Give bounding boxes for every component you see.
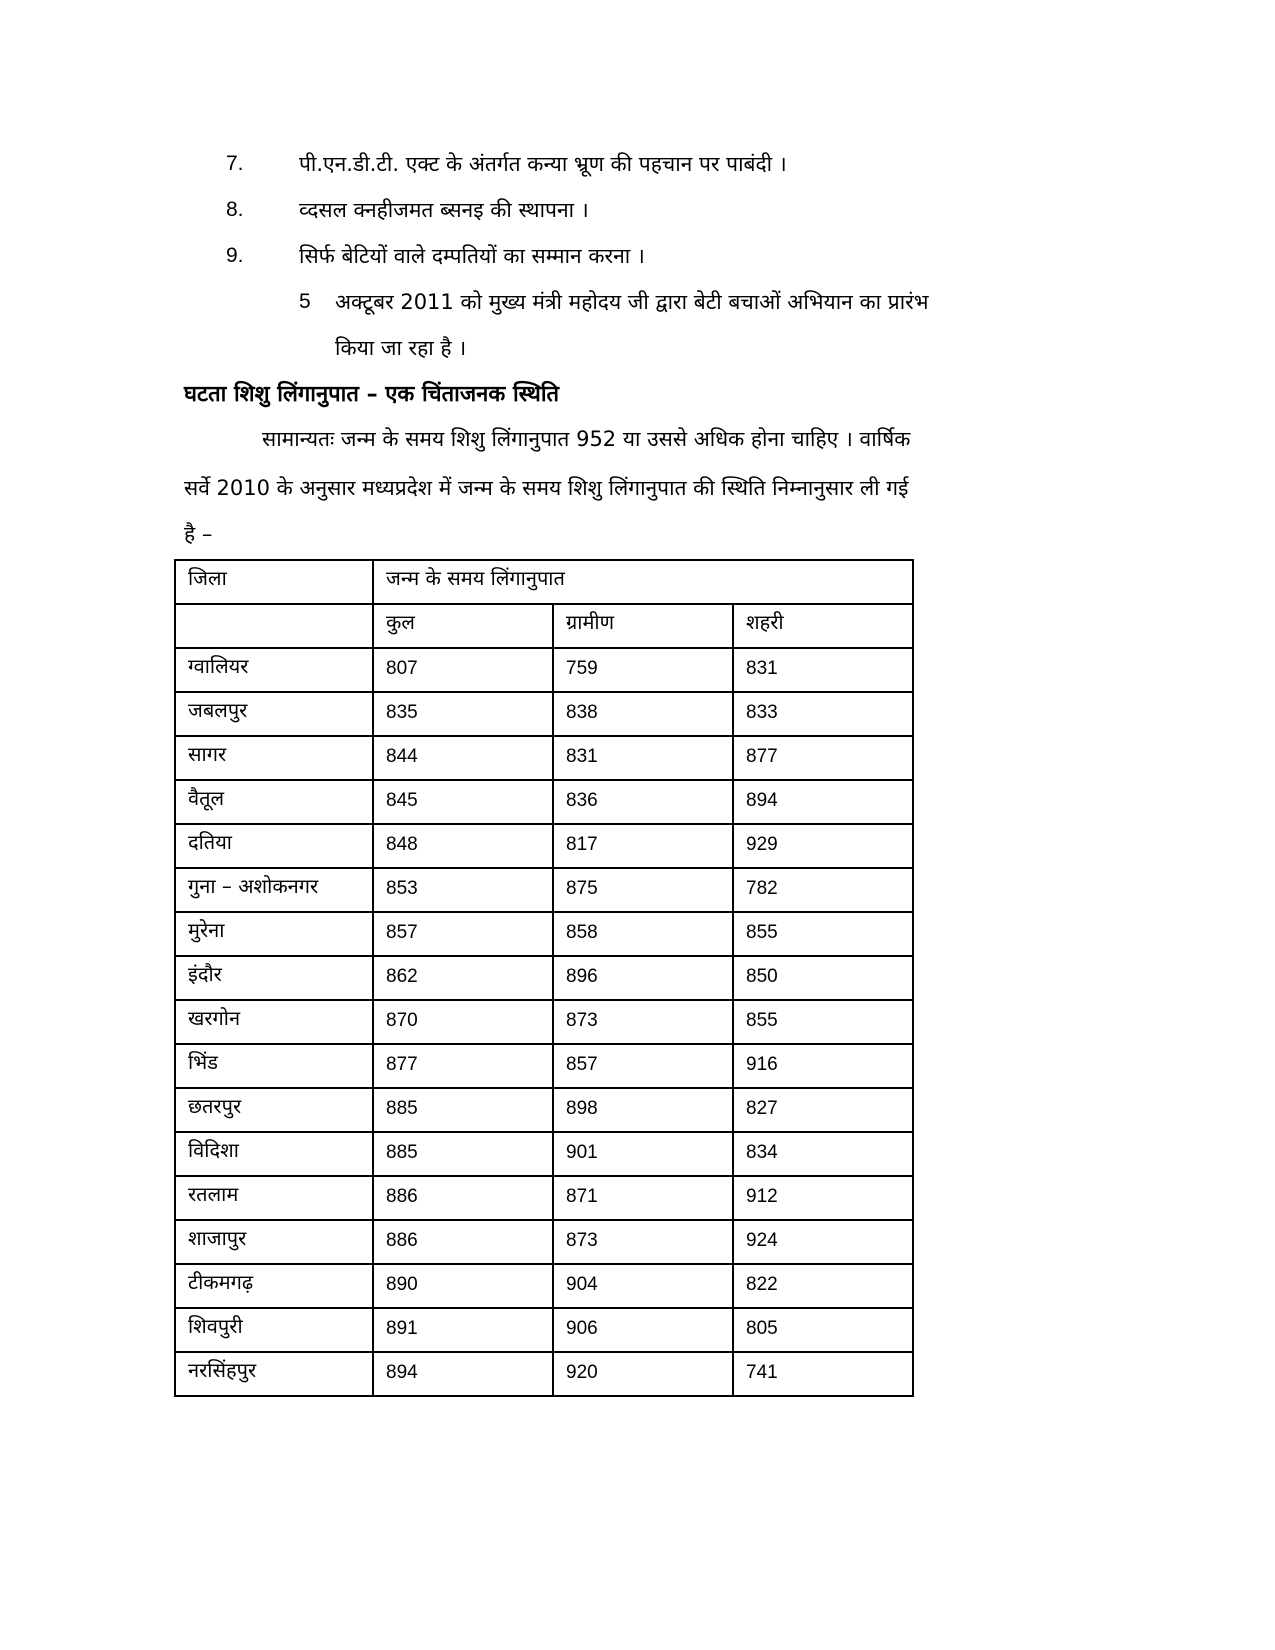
list-number: 9.	[226, 244, 244, 267]
total-cell: 848	[373, 824, 553, 868]
total-cell: 862	[373, 956, 553, 1000]
urban-cell: 855	[733, 1000, 913, 1044]
rural-cell: 906	[553, 1308, 733, 1352]
district-cell: जबलपुर	[175, 692, 373, 736]
list-text: व्दसल क्नहीजमत ब्सनइ की स्थापना ।	[299, 198, 589, 222]
rural-cell: 836	[553, 780, 733, 824]
urban-column-header: शहरी	[733, 604, 913, 648]
table-row	[175, 736, 913, 780]
rural-cell: 857	[553, 1044, 733, 1088]
urban-cell: 782	[733, 868, 913, 912]
district-cell: टीकमगढ़	[175, 1264, 373, 1308]
table-row	[175, 1088, 913, 1132]
table-row	[175, 868, 913, 912]
rural-cell: 920	[553, 1352, 733, 1396]
district-cell: इंदौर	[175, 956, 373, 1000]
total-cell: 885	[373, 1132, 553, 1176]
district-cell: खरगोन	[175, 1000, 373, 1044]
total-cell: 835	[373, 692, 553, 736]
urban-cell: 877	[733, 736, 913, 780]
district-cell: गुना – अशोकनगर	[175, 868, 373, 912]
table-row	[175, 1132, 913, 1176]
urban-cell: 850	[733, 956, 913, 1000]
urban-cell: 741	[733, 1352, 913, 1396]
table-row	[175, 1220, 913, 1264]
rural-cell: 898	[553, 1088, 733, 1132]
paragraph-line-3: है –	[184, 522, 213, 546]
district-cell: सागर	[175, 736, 373, 780]
urban-cell: 831	[733, 648, 913, 692]
rural-column-header: ग्रामीण	[553, 604, 733, 648]
rural-cell: 817	[553, 824, 733, 868]
table-row	[175, 1308, 913, 1352]
table-row	[175, 1352, 913, 1396]
total-cell: 844	[373, 736, 553, 780]
sex-ratio-table	[174, 559, 914, 1397]
urban-cell: 924	[733, 1220, 913, 1264]
rural-cell: 858	[553, 912, 733, 956]
total-cell: 891	[373, 1308, 553, 1352]
table-row	[175, 1000, 913, 1044]
district-cell: नरसिंहपुर	[175, 1352, 373, 1396]
district-cell: छतरपुर	[175, 1088, 373, 1132]
note-text-line-2: किया जा रहा है ।	[335, 336, 467, 360]
rural-cell: 759	[553, 648, 733, 692]
list-number: 7.	[226, 152, 244, 175]
note-number: 5	[299, 290, 311, 313]
urban-cell: 929	[733, 824, 913, 868]
total-cell: 870	[373, 1000, 553, 1044]
empty-header-cell	[175, 604, 373, 648]
rural-cell: 871	[553, 1176, 733, 1220]
urban-cell: 912	[733, 1176, 913, 1220]
urban-cell: 827	[733, 1088, 913, 1132]
table-row	[175, 780, 913, 824]
rural-cell: 875	[553, 868, 733, 912]
note-text-line-1: अक्टूबर 2011 को मुख्य मंत्री महोदय जी द्वारा बेटी बचाओं अभियान का प्रारंभ	[335, 290, 929, 314]
table-row	[175, 1044, 913, 1088]
district-cell: शिवपुरी	[175, 1308, 373, 1352]
rural-cell: 904	[553, 1264, 733, 1308]
table-row	[175, 692, 913, 736]
total-cell: 886	[373, 1176, 553, 1220]
rural-cell: 831	[553, 736, 733, 780]
rural-cell: 873	[553, 1000, 733, 1044]
district-cell: मुरेना	[175, 912, 373, 956]
sex-ratio-group-header: जन्म के समय लिंगानुपात	[373, 560, 913, 604]
rural-cell: 901	[553, 1132, 733, 1176]
list-text: पी.एन.डी.टी. एक्ट के अंतर्गत कन्या भ्रूण की पहचान पर पाबंदी ।	[299, 152, 787, 176]
district-cell: शाजापुर	[175, 1220, 373, 1264]
district-column-header: जिला	[175, 560, 373, 604]
paragraph-line-1: सामान्यतः जन्म के समय शिशु लिंगानुपात 952 या उससे अधिक होना चाहिए । वार्षिक	[262, 427, 911, 451]
total-cell: 845	[373, 780, 553, 824]
section-heading: घटता शिशु लिंगानुपात – एक चिंताजनक स्थिति	[184, 382, 560, 407]
table-row	[175, 1264, 913, 1308]
district-cell: विदिशा	[175, 1132, 373, 1176]
district-cell: ग्वालियर	[175, 648, 373, 692]
district-cell: भिंड	[175, 1044, 373, 1088]
total-column-header: कुल	[373, 604, 553, 648]
urban-cell: 805	[733, 1308, 913, 1352]
rural-cell: 896	[553, 956, 733, 1000]
total-cell: 886	[373, 1220, 553, 1264]
district-cell: दतिया	[175, 824, 373, 868]
urban-cell: 855	[733, 912, 913, 956]
urban-cell: 894	[733, 780, 913, 824]
table-row	[175, 648, 913, 692]
table-row	[175, 824, 913, 868]
total-cell: 877	[373, 1044, 553, 1088]
total-cell: 853	[373, 868, 553, 912]
urban-cell: 916	[733, 1044, 913, 1088]
table-subheader-row	[175, 604, 913, 648]
table-header-row	[175, 560, 913, 604]
rural-cell: 838	[553, 692, 733, 736]
list-number: 8.	[226, 198, 244, 221]
district-cell: रतलाम	[175, 1176, 373, 1220]
urban-cell: 834	[733, 1132, 913, 1176]
total-cell: 885	[373, 1088, 553, 1132]
urban-cell: 833	[733, 692, 913, 736]
total-cell: 857	[373, 912, 553, 956]
table-row	[175, 956, 913, 1000]
table-row	[175, 912, 913, 956]
list-text: सिर्फ बेटियों वाले दम्पतियों का सम्मान करना ।	[299, 244, 645, 268]
total-cell: 894	[373, 1352, 553, 1396]
total-cell: 807	[373, 648, 553, 692]
urban-cell: 822	[733, 1264, 913, 1308]
table-row	[175, 1176, 913, 1220]
district-cell: वैतूल	[175, 780, 373, 824]
rural-cell: 873	[553, 1220, 733, 1264]
paragraph-line-2: सर्वे 2010 के अनुसार मध्यप्रदेश में जन्म के समय शिशु लिंगानुपात की स्थिति निम्नानुसार ली गई	[184, 476, 909, 500]
total-cell: 890	[373, 1264, 553, 1308]
